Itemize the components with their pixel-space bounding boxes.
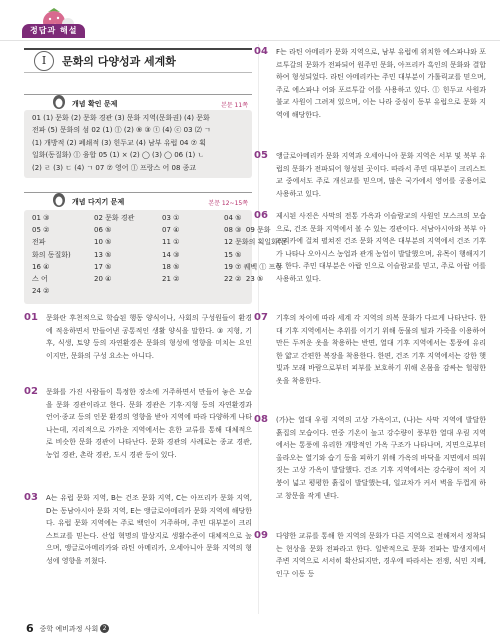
answer-cell: 17 ⑤ [94,262,112,271]
answer-row: (1) 개방적 (2) 폐쇄적 (3) 힌두교 (4) 남부 유럽 04 ⑦ 획 [32,138,206,147]
explanation-text: F는 라틴 아메리카 문화 지역으로, 남부 유럽에 위치한 에스파냐와 포르투갈의 문화가 전파되어 원주민 문화, 아프리카 흑인의 문화와 결합하여 형성되었다. 라틴 아메리카는 주민 대부분이 가톨릭교를 믿으며, 주로 에스파냐 어와 포르투갈 어를 사용하고 있다. ⓛ 힌두교 사원과 불교 사원이 그려져 있으며, 이는 나라 중심이 동부 유럽으로 문화 지역에 해당한다. [276,48,486,119]
answer-cell: 18 ⑤ [162,262,180,271]
answer-cell: 11 ① [162,238,180,247]
page-header [0,0,500,40]
section-label: 정답과 해설 [22,24,85,38]
item-number: 03 [24,492,38,503]
concept-practice-header [24,192,252,207]
explanation-08 [254,414,486,502]
answer-cell: 10 ⑤ [94,238,112,247]
explanation-text: 앵글로아메리카 문화 지역과 오세아니아 문화 지역은 서부 및 북부 유럽의 문화가 전파되어 형성된 곳이다. 따라서 주민 대부분이 크리스트교 중에서도 주로 개신교를 믿으며, 많은 국가에서 영어를 공용어로 사용하고 있다. [276,152,486,198]
concept-check-answers [24,110,252,178]
explanation-text: 기후의 차이에 따라 세계 각 지역의 의복 문화가 다르게 나타난다. 한대 기후 지역에서는 추위를 이기기 위해 동물의 털과 가죽을 이용하여 만든 두꺼운 옷을 착용하는 반면, 열대 기후 지역에서는 통풍에 유리한 얇고 간편한 복장을 착용한다. 한편, 건조 기후 지역에서는 강한 햇빛과 모래 바람으로부터 피부를 보호하기 위해 온몸을 감싸는 헐렁한 옷을 착용한다. [276,314,486,385]
item-number: 01 [24,312,38,323]
answer-cell: 04 ⑤ [224,214,242,222]
explanation-text: 문화를 가진 사람들이 특정한 장소에 거주하면서 만들어 놓은 모습을 문화 경관이라고 한다. 문화 경관은 기후·지형 등의 자연환경과 언어·종교 등의 인문 환경의 영향을 받아 지역에 따라 다양하게 나타나는데, 지리적으로 가까운 지역에서는 흔한 교류를 통해 대체적으로 비슷한 문화 경관이 나타난다. 문화 경관의 사례로는 종교 경관, 농업 경관, 촌락 경관, 도시 경관 등이 있다. [46,388,252,459]
answer-cell: 24 ② [32,287,50,296]
answer-cell: 19 ⑦ 퀘벡 ⓛ 프랑 [224,262,283,271]
concept-practice-pages: 본문 12~15쪽 [208,200,248,207]
answer-cell: 15 ⑤ [224,250,242,259]
answer-cell: 05 ② [32,226,50,235]
penguin-icon [50,93,68,109]
answer-cell: 16 ④ [32,262,50,271]
explanation-04 [254,46,486,122]
explanation-03 [24,492,252,568]
item-number: 07 [254,312,268,323]
explanation-09 [254,530,486,580]
answer-cell: 12 문화의 획일화(문 [224,238,288,247]
answer-cell: 07 ④ [162,226,180,235]
answer-cell: 스 어 [32,275,48,284]
explanation-02 [24,386,252,462]
explanation-07 [254,312,486,388]
item-number: 09 [254,530,268,541]
explanation-text: 다양한 교류를 통해 한 지역의 문화가 다른 지역으로 전해져서 정착되는 현상을 문화 전파라고 한다. 일반적으로 문화 전파는 발생지에서 주변 지역으로 서서히 확산되지만, 경우에 따라서는 전쟁, 식민 지배, 인구 이동 등 [276,532,486,578]
answer-cell: 08 ③ 09 문화 [224,226,271,235]
answer-cell: 02 문화 경관 [94,214,135,222]
answer-row: 전파 (5) 문화의 섬 02 (1) ⓛ (2) ⑨ ③ ⓣ (4) ⓒ 03 ⑵ ㄱ [32,126,211,135]
penguin-icon [50,191,68,207]
explanation-05 [254,150,486,200]
item-number: 02 [24,386,38,397]
item-number: 04 [254,46,268,57]
unit-number: I [34,51,54,71]
answer-cell: 06 ⑤ [94,226,112,235]
concept-check-header [24,94,252,109]
answer-cell: 전파 [32,238,46,247]
volume-badge: 2 [100,624,109,633]
unit-heading [24,48,252,73]
item-number: 08 [254,414,268,425]
answer-cell: 20 ④ [94,275,112,284]
answer-cell: 21 ② [162,275,180,284]
answer-row: 01 (1) 문화 (2) 문화 경관 (3) 문화 지역(문화권) (4) 문화 [32,114,210,122]
explanation-text: 제시된 사진은 사막의 전통 가옥과 이슬람교의 사원인 모스크의 모습으로, 건조 문화 지역에서 볼 수 있는 경관이다. 서남아시아와 북부 아프리카에 걸쳐 펼쳐진 건조 문화 지역은 대부분의 지역에서 건조 기후가 나타나 오아시스 농업과 관개 농업이 발달했으며, 유목이 행해지기도 한다. 주민 대부분은 아랍 인으로 이슬람교를 믿고, 주로 아랍 어를 사용하고 있다. [276,212,486,283]
answer-cell: 13 ⑤ [94,250,112,259]
column-divider [258,44,259,614]
concept-practice-tag: 개념 다지기 문제 [72,198,125,206]
header-divider [0,40,500,41]
concept-check-tag: 개념 확인 문제 [72,100,118,108]
page-number: 6 [26,622,34,635]
book-title: 중학 예비과정 사회 [39,624,99,633]
explanation-text: (가)는 열대 우림 지역의 고상 가옥이고, (나)는 사막 지역에 발달한 흙집의 모습이다. 연중 기온이 높고 강수량이 풍부한 열대 우림 지역에서는 통풍에 유리한 개방적인 가옥 구조가 나타나며, 지면으로부터 올라오는 열기와 습기 등을 피하기 위해 가옥의 바닥을 지면에서 띄워 짓는 고상 가옥이 발달했다. 건조 기후 지역에서는 강수량이 적어 지붕이 넓고 평평한 흙집이 발달했는데, 일교차가 커서 벽을 두껍게 하고 창문을 작게 낸다. [276,416,486,500]
explanation-text: A는 유럽 문화 지역, B는 건조 문화 지역, C는 아프리카 문화 지역, D는 동남아시아 문화 지역, E는 앵글로아메리카 문화 지역에 해당한다. 유럽 문화 지역에는 주로 백인이 거주하며, 주민 대부분이 크리스트교를 믿는다. 산업 혁명의 발상지로 생활수준이 대체적으로 높으며, 앵글로아메리카와 라틴 아메리카, 오세아니아 문화 지역의 형성에 영향을 끼쳤다. [46,494,252,565]
answer-cell: 화의 동질화) [32,250,71,259]
item-number: 06 [254,210,268,221]
concept-check-pages: 본문 11쪽 [221,102,248,109]
answer-row: 일화(동질화) ⓛ 융합 05 (1) × (2) ◯ (3) ◯ 06 (1) ㄴ [32,151,205,160]
page-footer [26,622,109,635]
explanation-text: 문화란 후천적으로 학습된 행동 양식이나, 사회의 구성원들이 환경에 적응하면서 만들어낸 공통적인 생활 양식을 말한다. ③ 지형, 기후, 식생, 토양 등의 자연환경은 문화의 형성에 영향을 미치는 요인이지만, 문화의 구성 요소는 아니다. [46,314,252,360]
explanation-01 [24,312,252,362]
answer-cell: 03 ① [162,214,180,222]
unit-title: 문화의 다양성과 세계화 [62,55,176,68]
item-number: 05 [254,150,268,161]
concept-practice-answers [24,210,288,304]
answer-row: (2) ㄹ (3) ㄷ (4) ㄱ 07 ⑦ 영어 ⓛ 프랑스 어 08 종교 [32,163,197,172]
answer-cell: 14 ③ [162,250,180,259]
answer-cell: 01 ③ [32,214,50,222]
answer-cell: 22 ② 23 ⑤ [224,275,264,284]
